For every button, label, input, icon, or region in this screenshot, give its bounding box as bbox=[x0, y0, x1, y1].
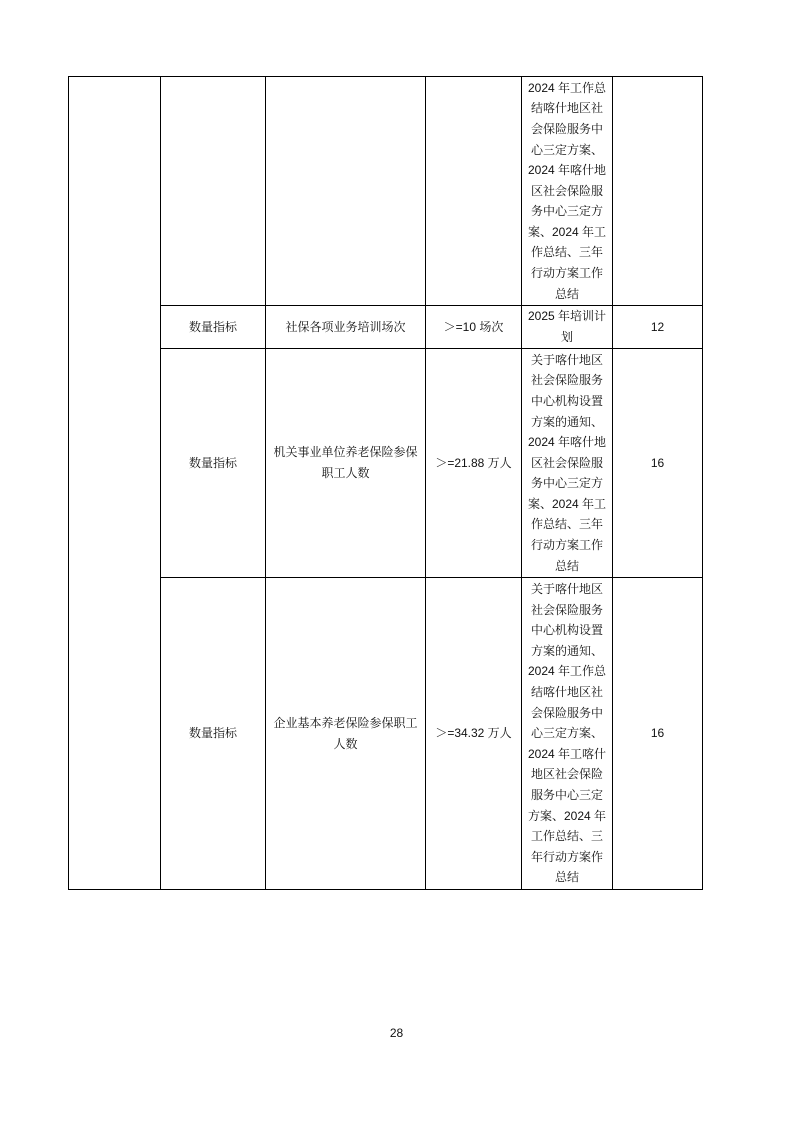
text-line: 中心机构设置 bbox=[530, 623, 603, 638]
evidence-cell bbox=[522, 349, 613, 578]
text-line: 中心机构设置 bbox=[530, 393, 603, 408]
evidence-text bbox=[522, 306, 612, 347]
text-line: 结喀什地区社 bbox=[530, 101, 603, 116]
text-line: 方案的通知、 bbox=[530, 414, 603, 429]
indicator-cell bbox=[161, 77, 266, 306]
text-line: 企业基本养老保险参保职工 bbox=[273, 715, 418, 730]
text-line: 区社会保险服 bbox=[530, 183, 603, 198]
text-line: 案、2024 年工 bbox=[527, 224, 607, 239]
text-line: 心三定方案、 bbox=[530, 142, 603, 157]
text-line: 方案、2024 年 bbox=[527, 808, 607, 823]
metric-text bbox=[266, 317, 425, 338]
metric-cell bbox=[266, 349, 426, 578]
evidence-cell bbox=[522, 77, 613, 306]
category-cell bbox=[69, 77, 161, 890]
text-line: 2024 年工作总 bbox=[527, 664, 607, 679]
indicator-cell: 数量指标 bbox=[161, 578, 266, 890]
text-line: 划 bbox=[560, 330, 573, 344]
metric-cell bbox=[266, 306, 426, 349]
text-line: 2025 年培训计 bbox=[527, 309, 607, 324]
metric-cell bbox=[266, 77, 426, 306]
evidence-cell bbox=[522, 578, 613, 890]
text-line: 务中心三定方 bbox=[530, 476, 603, 491]
score-cell: 12 bbox=[613, 306, 703, 349]
indicator-cell: 数量指标 bbox=[161, 306, 266, 349]
metric-cell bbox=[266, 578, 426, 890]
text-line: 作总结、三年 bbox=[530, 245, 603, 260]
text-line: 会保险服务中 bbox=[530, 705, 603, 720]
table-row bbox=[69, 578, 703, 890]
text-line: 区社会保险服 bbox=[530, 455, 603, 470]
text-line: 总结 bbox=[554, 870, 579, 885]
text-line: 社保各项业务培训场次 bbox=[285, 319, 406, 334]
text-line: 2024 年工喀什 bbox=[527, 746, 607, 761]
target-cell: ＞=34.32 万人 bbox=[426, 578, 522, 890]
target-cell: ＞=10 场次 bbox=[426, 306, 522, 349]
text-line: 年行动方案作 bbox=[530, 849, 603, 864]
text-line: 职工人数 bbox=[321, 466, 370, 480]
text-line: 作总结、三年 bbox=[530, 517, 603, 532]
text-line: 2024 年喀什地 bbox=[527, 435, 607, 450]
text-line: 总结 bbox=[554, 558, 579, 573]
table-row bbox=[69, 349, 703, 578]
text-line: 服务中心三定 bbox=[530, 787, 603, 802]
metric-text bbox=[266, 442, 425, 483]
text-line: 关于喀什地区 bbox=[530, 582, 603, 597]
evidence-cell bbox=[522, 306, 613, 349]
text-line: 结喀什地区社 bbox=[530, 685, 603, 700]
target-cell bbox=[426, 77, 522, 306]
text-line: 2024 年喀什地 bbox=[527, 163, 607, 178]
text-line: 社会保险服务 bbox=[530, 373, 603, 388]
text-line: 方案的通知、 bbox=[530, 643, 603, 658]
page-number: 28 bbox=[389, 1026, 404, 1040]
evidence-text bbox=[522, 350, 612, 577]
score-cell bbox=[613, 77, 703, 306]
text-line: 地区社会保险 bbox=[530, 767, 603, 782]
text-line: 案、2024 年工 bbox=[527, 496, 607, 511]
text-line: 务中心三定方 bbox=[530, 204, 603, 219]
text-line: 机关事业单位养老保险参保 bbox=[273, 445, 418, 460]
text-line: 工作总结、三 bbox=[530, 829, 603, 844]
table-row bbox=[69, 306, 703, 349]
text-line: 关于喀什地区 bbox=[530, 352, 603, 367]
text-line: 行动方案工作 bbox=[530, 538, 603, 553]
table-row bbox=[69, 77, 703, 306]
text-line: 行动方案工作 bbox=[530, 266, 603, 281]
indicator-cell: 数量指标 bbox=[161, 349, 266, 578]
text-line: 2024 年工作总 bbox=[527, 80, 607, 95]
score-cell: 16 bbox=[613, 578, 703, 890]
text-line: 人数 bbox=[333, 736, 358, 751]
performance-indicator-table bbox=[68, 76, 703, 890]
evidence-text bbox=[522, 579, 612, 888]
metric-text bbox=[266, 713, 425, 754]
text-line: 心三定方案、 bbox=[530, 726, 603, 741]
text-line: 社会保险服务 bbox=[530, 602, 603, 617]
score-cell: 16 bbox=[613, 349, 703, 578]
target-cell: ＞=21.88 万人 bbox=[426, 349, 522, 578]
evidence-text bbox=[522, 78, 612, 305]
text-line: 总结 bbox=[554, 286, 579, 301]
text-line: 会保险服务中 bbox=[530, 121, 603, 136]
